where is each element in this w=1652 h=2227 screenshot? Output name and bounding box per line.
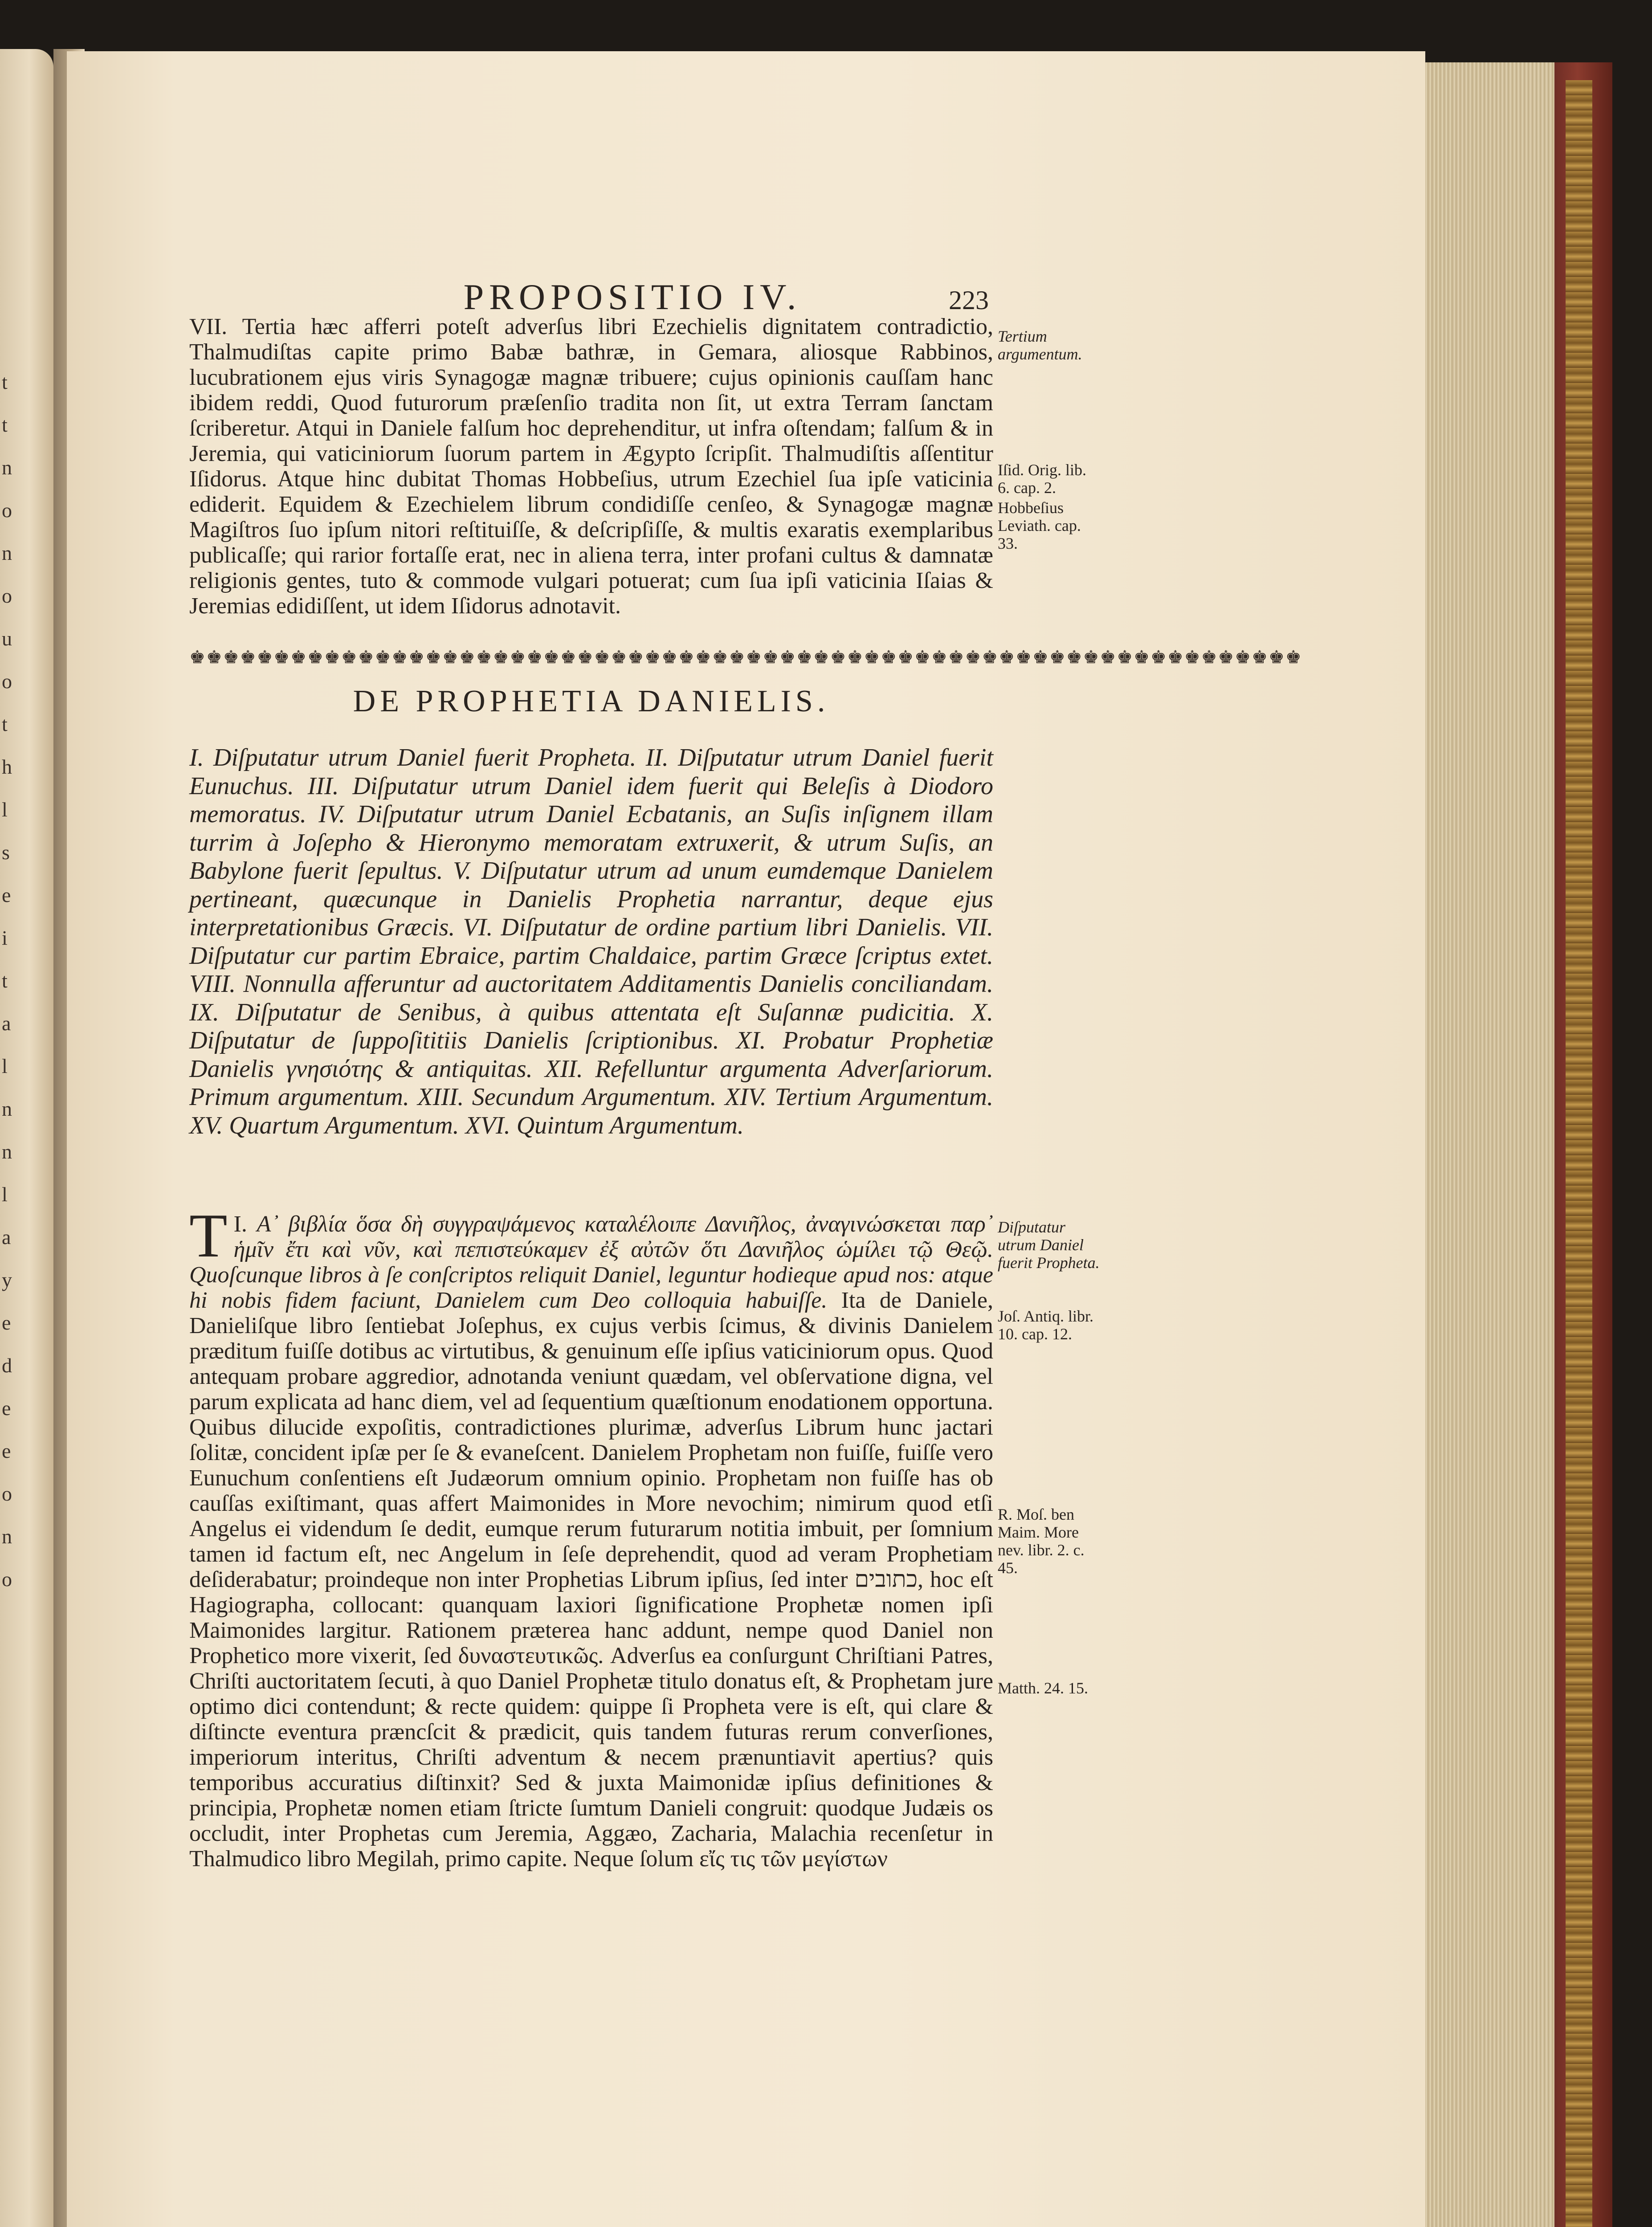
side-note-disputatur: Diſputatur utrum Daniel fuerit Propheta. [998,1218,1100,1272]
left-edge-letter: n [2,542,12,564]
left-edge-letter: u [2,627,12,650]
paragraph-i [189,1201,993,1872]
left-edge-letter: t [2,969,8,992]
left-edge-letter: n [2,1140,12,1163]
side-note-tertium: Tertium argumentum. [998,327,1082,363]
left-edge-letter: t [2,713,8,735]
side-note-josephus: Joſ. Antiq. libr. 10. cap. 12. [998,1307,1094,1343]
latin-translation: Quoſcunque libros à ſe conſcriptos reliquit Daniel, leguntur hodieque apud nos: atque hi nobis fidem faciunt, Danielem cum Deo colloquia habuiſſe. [189,1262,993,1313]
drop-cap: T [189,1201,228,1270]
left-edge-letter: t [2,413,8,436]
ornament-band: ♚♚♚♚♚♚♚♚♚♚♚♚♚♚♚♚♚♚♚♚♚♚♚♚♚♚♚♚♚♚♚♚♚♚♚♚♚♚♚♚♚♚♚♚♚♚♚♚♚♚♚♚♚♚♚♚♚♚♚♚♚♚♚♚♚♚ [189,647,1302,667]
left-edge-letter: o [2,670,12,693]
greek-quotation: Α᾽ βιβλία ὅσα δὴ συγγραψάμενος καταλέλοιπε Δανιῆλος, ἀναγινώσκεται παρ᾽ ἡμῖν ἔτι καὶ νῦν, καὶ πεπιστεύκαμεν ἐξ αὐτῶν ὅτι Δανιῆλος ὡμίλει τῷ Θεῷ. [233,1211,993,1262]
left-edge-letter: d [2,1354,12,1377]
left-edge-letter: a [2,1012,11,1035]
left-page [0,49,53,2227]
left-edge-letter: n [2,1525,12,1548]
section-summary: I. Diſputatur utrum Daniel fuerit Propheta. II. Diſputatur utrum Daniel fuerit Eunuchus. III. Diſputatur utrum Daniel idem fuerit qui Beleſis à Diodoro memoratus. IV. Diſputatur utrum Daniel Ecbatanis, an Suſis inſignem illam turrim à Joſepho & Hieronymo memoratam extruxerit, & utrum Suſis, an Babylone fuerit ſepultus. V. Diſputatur utrum ad unum eumdemque Danielem pertineant, quæcunque in Danielis Prophetia narrantur, deque ejus interpretationibus Græcis. VI. Diſputatur de ordine partium libri Danielis. VII. Diſputatur cur partim Ebraice, partim Chaldaice, partim Græce ſcriptus extet. VIII. Nonnulla afferuntur ad auctoritatem Additamentis Danielis conciliandam. IX. Diſputatur de Senibus, à quibus attentata eſt Suſannæ pudicitia. X. Diſputatur de ſuppoſititiis Danielis ſcriptionibus. XI. Probatur Prophetiæ Danielis γνησιότης & antiquitas. XII. Refelluntur argumenta Adverſariorum. Primum argumentum. XIII. Secundum Argumentum. XIV. Tertium Argumentum. XV. Quartum Argumentum. XVI. Quintum Argumentum. [189,744,993,1139]
side-note-hobbes: Hobbeſius Leviath. cap. 33. [998,499,1081,552]
section-title: DE PROPHETIA DANIELIS. [353,684,830,718]
left-edge-letter: a [2,1226,11,1248]
left-edge-letter: o [2,584,12,607]
left-edge-letter: l [2,798,8,821]
paragraph-i-text: Ita de Daniele, Danieliſque libro ſentiebat Joſephus, ex cujus verbis ſcimus, & divinis Danielem præditum fuiſſe dotibus ac virtutibus, & genuinum eſſe ipſius vaticiniorum opus. Quod antequam probare aggredior, adnotanda veniunt quædam, vel obſervatione digna, vel parum explicata ad hanc diem, vel ad ſequentium quæſtionum enodationem opportuna. Quibus dilucide expoſitis, contradictiones plurimæ, adverſus Librum hunc jactari ſolitæ, concident ipſæ per ſe & evaneſcent. Danielem Prophetam non fuiſſe, fuiſſe vero Eunuchum conſentiens eſt Judæorum omnium opinio. Prophetam non fuiſſe has ob cauſſas exiſtimant, quas affert Maimonides in More nevochim; nimirum quod etſi Angelus ei videndum ſe dedit, eumque rerum futurarum notitia imbuit, per ſomnium tamen id factum eſt, nec Angelum in ſeſe deprehendit, quod ad veram Prophetiam deſiderabatur; proindeque non inter Prophetias Librum ipſius, ſed inter כתובים, hoc eſt Hagiographa, collocant: quanquam laxiori ſignificatione Prophetæ nomen ipſi Maimonides largitur. Rationem præterea hanc addunt, nempe quod Daniel non Prophetico more vixerit, ſed δυναστευτικῶς. Adverſus ea conſurgunt Chriſtiani Patres, Chriſti auctoritatem ſecuti, à quo Daniel Prophetæ titulo donatus eſt, & Prophetam jure optimo dici contendunt; & recte quidem: quippe ſi Propheta vere is eſt, qui clare & diſtincte eventura præncſcit & prædicit, quis tandem futuras rerum converſiones, imperiorum interitus, Chriſti adventum & necem prænuntiavit apertius? quis temporibus accuratius diſtinxit? Sed & juxta Maimonidæ ipſius definitiones & principia, Prophetæ nomen etiam ſtricte ſumtum Danieli congruit: quodque Judæis os occludit, inter Prophetas cum Jeremia, Aggæo, Zacharia, Malachia recenſetur in Thalmudico libro Megilah, primo capite. Neque ſolum εἴς τις τῶν μεγίστων [189,1288,993,1872]
side-note-isidorus: Iſid. Orig. lib. 6. cap. 2. [998,461,1086,497]
left-edge-letter: s [2,841,10,864]
left-edge-letter: e [2,1440,11,1462]
side-note-maimonides: R. Moſ. ben Maim. More nev. libr. 2. c. 45. [998,1505,1085,1577]
left-edge-letter: n [2,1097,12,1120]
left-edge-letter: e [2,1397,11,1419]
paragraph-number: I. [233,1211,247,1237]
left-edge-letter: e [2,1311,11,1334]
left-edge-letter: y [2,1268,12,1291]
running-head: PROPOSITIO IV. [463,277,802,317]
paragraph-vii [189,314,993,619]
left-edge-letter: i [2,926,8,949]
left-edge-letter: o [2,1568,12,1591]
left-edge-letter: e [2,884,11,906]
left-page-edge-text [2,361,20,1786]
cover-gilt-trim [1566,80,1592,2227]
page-fore-edge [1425,62,1559,2227]
paragraph-vii-text: VII. Tertia hæc afferri poteſt adverſus libri Ezechielis dignitatem contradictio, Thalmudiſtas capite primo Babæ bathræ, in Gemara, aliosque Rabbinos, lucubrationem ejus viris Synagogæ magnæ tribuere; cujus opinionis cauſſam hanc ibidem reddi, Quod futurorum præſenſio tradita non ſit, ut extra Terram ſanctam ſcriberetur. Atqui in Daniele falſum hoc deprehenditur, ut infra oſtendam; falſum & in Jeremia, qui vaticiniorum ſuorum partem in Ægypto ſcripſit. Thalmudiſtis aſſentitur Iſidorus. Atque hinc dubitat Thomas Hobbeſius, utrum Ezechiel ſua ipſe vaticinia ediderit. Equidem & Ezechielem librum condidiſſe cenſeo, & Synagogæ magnæ Magiſtros ſuo ipſum nitori reſtituiſſe, & deſcripſiſſe, & multis exaratis exemplaribus publicaſſe; qui rarior fortaſſe erat, nec in aliena terra, inter profani cultus & damnatæ religionis gentes, tuto & commode vulgari potuerat; cum ſua ipſi vaticinia Iſaias & Jeremias edidiſſent, ut idem Iſidorus adnotavit. [189,314,993,619]
page-number: 223 [949,286,989,315]
left-edge-letter: h [2,755,12,778]
left-edge-letter: t [2,371,8,393]
paragraph-i-body [189,1201,993,1872]
left-edge-letter: l [2,1183,8,1206]
left-edge-letter: n [2,456,12,479]
left-edge-letter: o [2,499,12,522]
left-edge-letter: l [2,1055,8,1077]
side-note-matthew: Matth. 24. 15. [998,1679,1088,1697]
left-edge-letter: o [2,1482,12,1505]
